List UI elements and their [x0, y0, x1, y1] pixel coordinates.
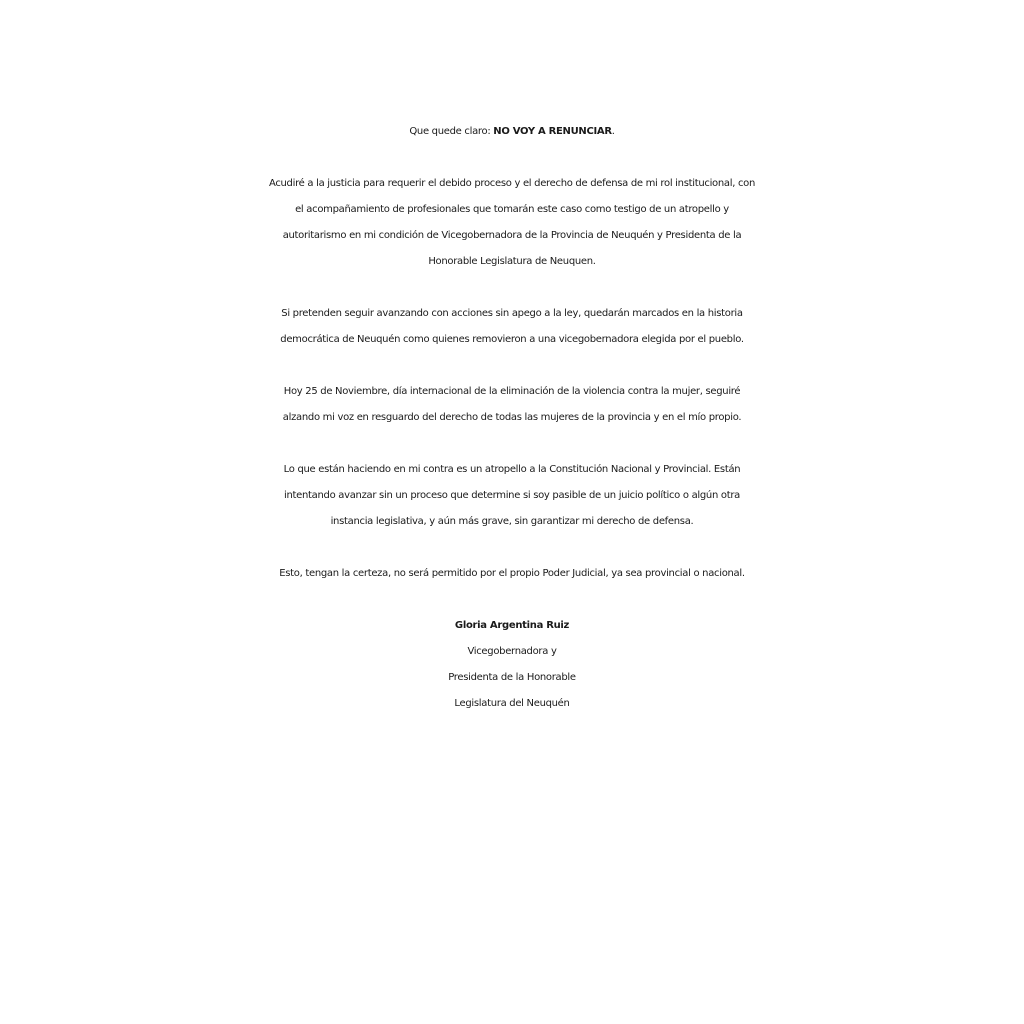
paragraph-gap — [0, 275, 1024, 301]
signature-title-line: Vicegobernadora y — [467, 646, 557, 657]
paragraph-gap — [0, 353, 1024, 379]
paragraph-line: Lo que están haciendo en mi contra es un atropello a la Constitución Nacional y Provincial. Están — [283, 464, 741, 475]
intro-lead: Que quede claro: — [409, 126, 494, 137]
paragraph-line: democrática de Neuquén como quienes removieron a una vicegobernadora elegida por el pueblo. — [280, 334, 744, 345]
paragraph-gap — [0, 587, 1024, 613]
paragraph-certeza — [0, 561, 1024, 587]
paragraph-line: Honorable Legislatura de Neuquen. — [428, 256, 596, 267]
signature-title-line: Presidenta de la Honorable — [448, 672, 576, 683]
paragraph-line: Acudiré a la justicia para requerir el debido proceso y el derecho de defensa de mi rol institucional, con — [268, 178, 756, 189]
paragraph-line: instancia legislativa, y aún más grave, sin garantizar mi derecho de defensa. — [330, 516, 694, 527]
paragraph-justicia — [0, 171, 1024, 275]
paragraph-constitucion — [0, 457, 1024, 535]
paragraph-line: el acompañamiento de profesionales que tomarán este caso como testigo de un atropello y — [295, 204, 729, 215]
intro-line — [0, 119, 1024, 145]
signature-block — [0, 613, 1024, 717]
paragraph-gap — [0, 535, 1024, 561]
paragraph-historia — [0, 301, 1024, 353]
paragraph-noviembre — [0, 379, 1024, 431]
paragraph-gap — [0, 145, 1024, 171]
paragraph-line: alzando mi voz en resguardo del derecho de todas las mujeres de la provincia y en el mío propio. — [282, 412, 742, 423]
paragraph-line: Si pretenden seguir avanzando con acciones sin apego a la ley, quedarán marcados en la historia — [281, 308, 743, 319]
intro-emphasis: NO VOY A RENUNCIAR — [493, 126, 612, 137]
paragraph-line: Esto, tengan la certeza, no será permitido por el propio Poder Judicial, ya sea provincial o nacional. — [279, 568, 745, 579]
paragraph-line: Hoy 25 de Noviembre, día internacional de la eliminación de la violencia contra la mujer, seguiré — [283, 386, 741, 397]
paragraph-line: intentando avanzar sin un proceso que determine si soy pasible de un juicio político o algún otra — [284, 490, 740, 501]
intro-tail: . — [611, 126, 615, 137]
paragraph-gap — [0, 431, 1024, 457]
statement — [0, 119, 1024, 717]
signature-name: Gloria Argentina Ruiz — [454, 620, 570, 631]
signature-title-line: Legislatura del Neuquén — [454, 698, 570, 709]
paragraph-line: autoritarismo en mi condición de Vicegobernadora de la Provincia de Neuquén y Presidenta de la — [282, 230, 742, 241]
